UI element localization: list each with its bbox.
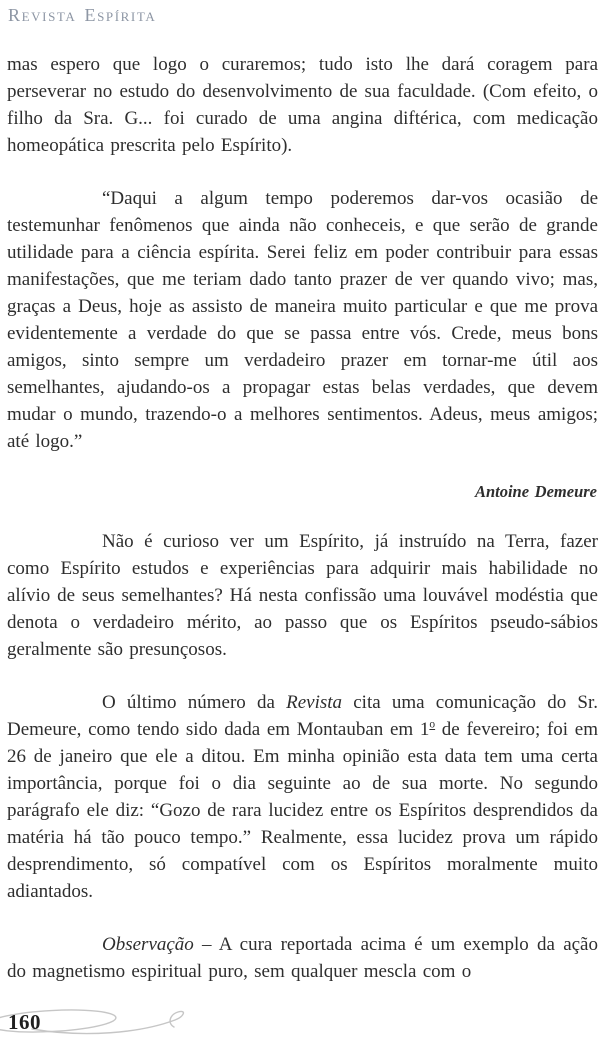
paragraph-continuation: mas espero que logo o curaremos; tudo isto lhe dará coragem para perseverar no estudo do desenvolvimento de sua faculdade. (Com efeito, o filho da Sra. G... foi curado de uma angina diftérica, com medicação homeopática prescrita pelo Espírito). [7, 54, 598, 156]
page-number: 160 [8, 1010, 41, 1034]
text-segment: cita uma comunicação do Sr. Demeure, como tendo sido dada em Montauban em 1 [7, 692, 598, 740]
text-segment-italic-observacao: Observação [102, 934, 194, 955]
text-segment: O último número da [102, 692, 287, 713]
text-segment: – A cura reportada acima é um exemplo da ação do magnetismo espiritual puro, sem qualquer mescla com o [7, 934, 598, 982]
running-header-title: Revista Espírita [8, 5, 157, 25]
flourish-ornament-icon [0, 1000, 280, 1046]
ordinal-indicator: o [429, 718, 436, 731]
paragraph-observation [7, 931, 598, 985]
signature-antoine-demeure: Antoine Demeure [474, 482, 597, 501]
text-segment: de fevereiro; foi em 26 de janeiro que ele a ditou. Em minha opinião esta data tem uma certa importância, porque foi o dia seguinte ao de sua morte. No segundo parágrafo ele diz: “Gozo de rara lucidez entre os Espíritos desprendidos da matéria há tão pouco tempo.” Realmente, essa lucidez prova um rápido desprendimento, só compatível com os Espíritos moralmente muito adiantados. [7, 719, 598, 902]
paragraph-commentary: Não é curioso ver um Espírito, já instruído na Terra, fazer como Espírito estudos e experiências para adquirir mais habilidade no alívio de seus semelhantes? Há nesta confissão uma louvável modéstia que denota o verdadeiro mérito, ao passo que os Espíritos pseudo-sábios geralmente são presunçosos. [7, 531, 598, 660]
page-footer [0, 1000, 280, 1046]
paragraph-spirit-quote: “Daqui a algum tempo poderemos dar-vos ocasião de testemunhar fenômenos que ainda não conheceis, e que serão de grande utilidade para a ciência espírita. Serei feliz em poder contribuir para essas manifestações, que me teriam dado tanto prazer de ver quando vivo; mas, graças a Deus, hoje as assisto de maneira muito particular e que me prova evidentemente a verdade do que se passa entre vós. Crede, meus bons amigos, sinto sempre um verdadeiro prazer em tornar-me útil aos semelhantes, ajudando-os a propagar estas belas verdades, que devem mudar o mundo, trazendo-o a melhores sentimentos. Adeus, meus amigos; até logo.” [7, 188, 598, 452]
text-segment-italic-revista: Revista [286, 692, 343, 713]
paragraph-revista-citation [7, 689, 598, 905]
article-body [7, 51, 598, 985]
